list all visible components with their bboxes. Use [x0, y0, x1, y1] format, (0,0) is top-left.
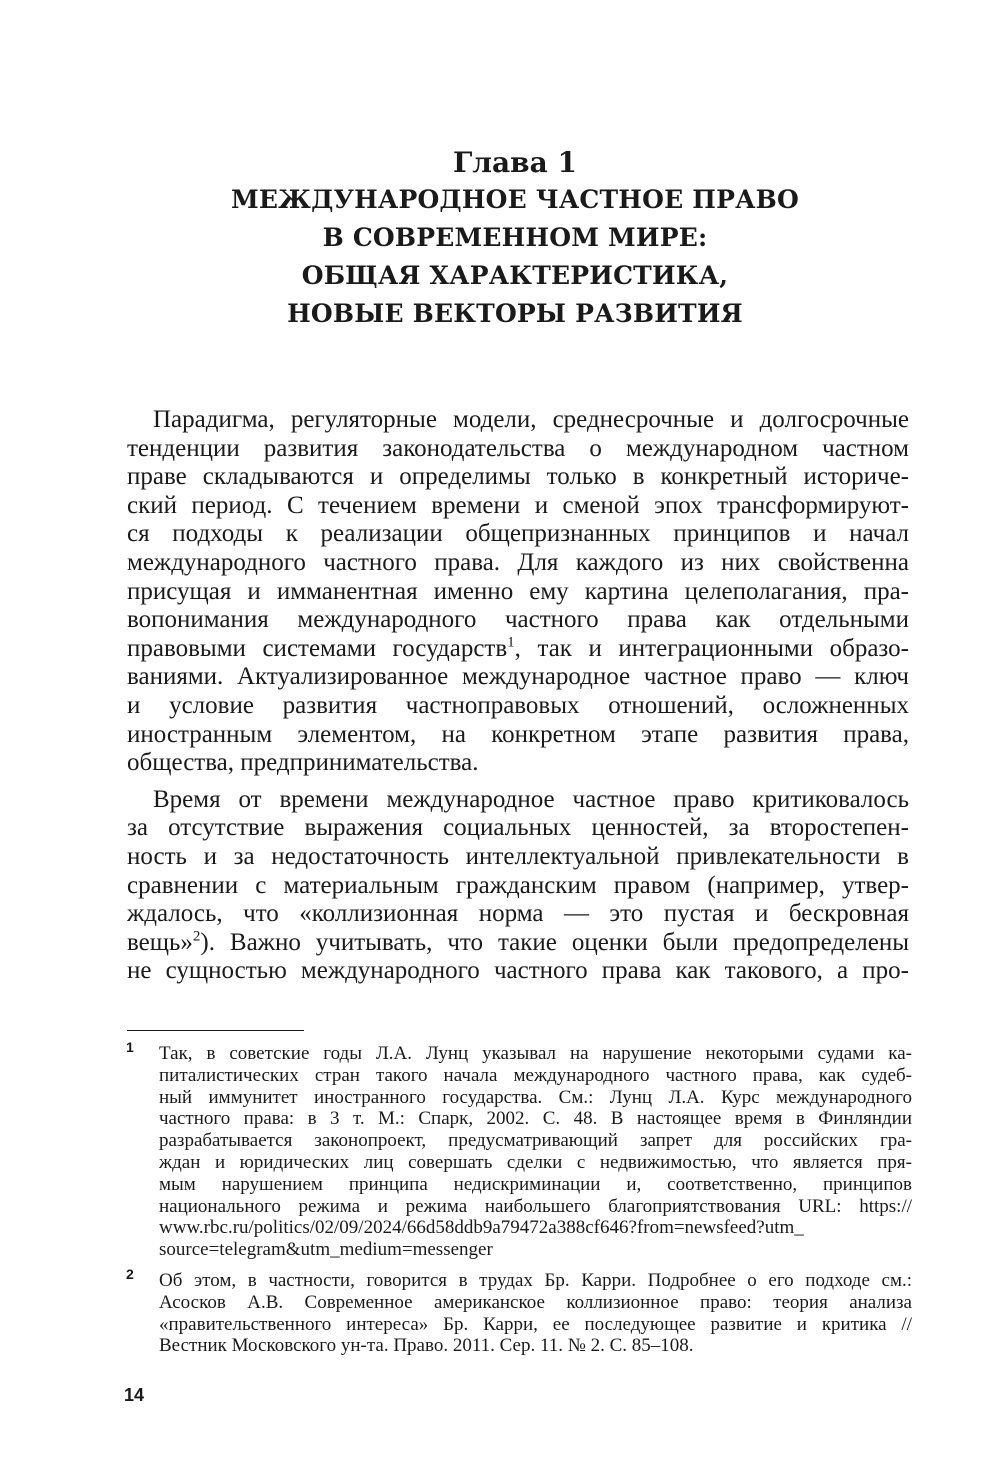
footnote-line: мым нарушением принципа недискриминации и, соответственно, принципов: [159, 1173, 912, 1195]
footnote-line: ный иммунитет иностранного государства. См.: Лунц Л.А. Курс международного: [159, 1086, 912, 1108]
footnotes: [122, 1039, 912, 1357]
footnote-line: Так, в советские годы Л.А. Лунц указывал на нарушение некоторыми судами ка-: [159, 1043, 912, 1064]
body-line: ся подходы к реализации общепризнанных принципов и начал: [127, 520, 909, 548]
body-line: ваниями. Актуализированное международное частное право — ключ: [127, 663, 909, 691]
body-line: сравнении с материальным гражданским правом (например, утвер-: [127, 871, 909, 899]
body-text: [127, 406, 909, 986]
body-line: присущая и имманентная именно ему картина целеполагания, пра-: [127, 577, 909, 605]
chapter-title-line: ОБЩАЯ ХАРАКТЕРИСТИКА,: [301, 261, 729, 290]
body-line: ность и за недостаточность интеллектуальной привлекательности в: [127, 842, 909, 870]
body-line: иностранным элементом, на конкретном этапе развития права,: [127, 720, 909, 748]
footnote-divider: [127, 1030, 304, 1031]
body-line: Парадигма, регуляторные модели, среднесрочные и долгосрочные: [153, 406, 909, 433]
body-line: и условие развития частноправовых отношений, осложненных: [127, 691, 909, 719]
paragraph-gap: [127, 778, 909, 786]
footnote-line: Об этом, в частности, говорится в трудах Бр. Карри. Подробнее о его подходе см.:: [159, 1269, 912, 1291]
footnote-line: «правительственного интереса» Бр. Карри, ее последующее развитие и критика //: [159, 1313, 912, 1335]
body-line-part: ). Важно учитывать, что такие оценки были предопределены: [200, 928, 909, 956]
body-line-part: вещь»: [127, 928, 193, 956]
footnote-line: частного права: в 3 т. М.: Спарк, 2002. С. 48. В настоящее время в Финляндии: [159, 1108, 912, 1130]
footnote-line: питалистических стран такого начала международного частного права, как судеб-: [159, 1064, 912, 1086]
footnote-line: ждан и юридических лиц совершать сделки с недвижимостью, что является пря-: [159, 1151, 912, 1173]
footnote-line: национального режима и режима наибольшего благоприятствования URL: https://: [159, 1195, 912, 1217]
body-line-part: правовыми системами государств: [127, 634, 508, 662]
footnote-line: Асосков А.В. Современное американское коллизионное право: теория анализа: [159, 1291, 912, 1313]
body-line: не сущностью международного частного права как такового, а про-: [127, 957, 909, 985]
footnote-2: [122, 1265, 912, 1357]
footnote-url-line[interactable]: source=telegram&utm_medium=messenger: [159, 1239, 493, 1261]
body-line: ждалось, что «коллизионная норма — это пустая и бескровная: [127, 900, 909, 928]
chapter-title-line: МЕЖДУНАРОДНОЕ ЧАСТНОЕ ПРАВО: [231, 185, 799, 214]
footnote-reference-1[interactable]: 1: [507, 634, 515, 651]
chapter-number: Глава 1: [452, 146, 578, 179]
page-number: 14: [124, 1385, 145, 1405]
body-line: [127, 929, 909, 958]
body-line: вопонимания международного частного права как отдельными: [127, 606, 909, 634]
body-line: праве складываются и определимы только в конкретный историче-: [127, 463, 909, 491]
body-line-part: , так и интеграционными образо-: [514, 634, 909, 662]
footnote-mark: 1: [126, 1039, 134, 1055]
body-line: Время от времени международное частное право критиковалось: [153, 785, 909, 813]
footnote-url-line[interactable]: www.rbc.ru/politics/02/09/2024/66d58ddb9a79472a388cf646?from=newsfeed?utm_: [159, 1217, 804, 1239]
body-line: за отсутствие выражения социальных ценностей, за второстепен-: [127, 814, 909, 842]
footnote-line: разрабатывается законопроект, предусматривающий запрет для российских гра-: [159, 1130, 912, 1152]
footnote-1: [122, 1039, 912, 1261]
body-line: [127, 635, 909, 664]
chapter-title-line: В СОВРЕМЕННОМ МИРЕ:: [322, 223, 708, 252]
body-line: международного частного права. Для каждого из них свойственна: [127, 548, 909, 576]
body-line: ский период. С течением времени и сменой эпох трансформируют-: [127, 491, 909, 519]
chapter-title-line: НОВЫЕ ВЕКТОРЫ РАЗВИТИЯ: [287, 299, 743, 328]
body-line: тенденции развития законодательства о международном частном: [127, 434, 909, 462]
body-line: общества, предпринимательства.: [127, 749, 479, 777]
footnote-reference-2[interactable]: 2: [192, 928, 201, 945]
chapter-heading: [120, 145, 910, 333]
footnote-mark: 2: [126, 1265, 134, 1282]
footnote-line: Вестник Московского ун-та. Право. 2011. Сер. 11. № 2. С. 85–108.: [159, 1335, 694, 1357]
